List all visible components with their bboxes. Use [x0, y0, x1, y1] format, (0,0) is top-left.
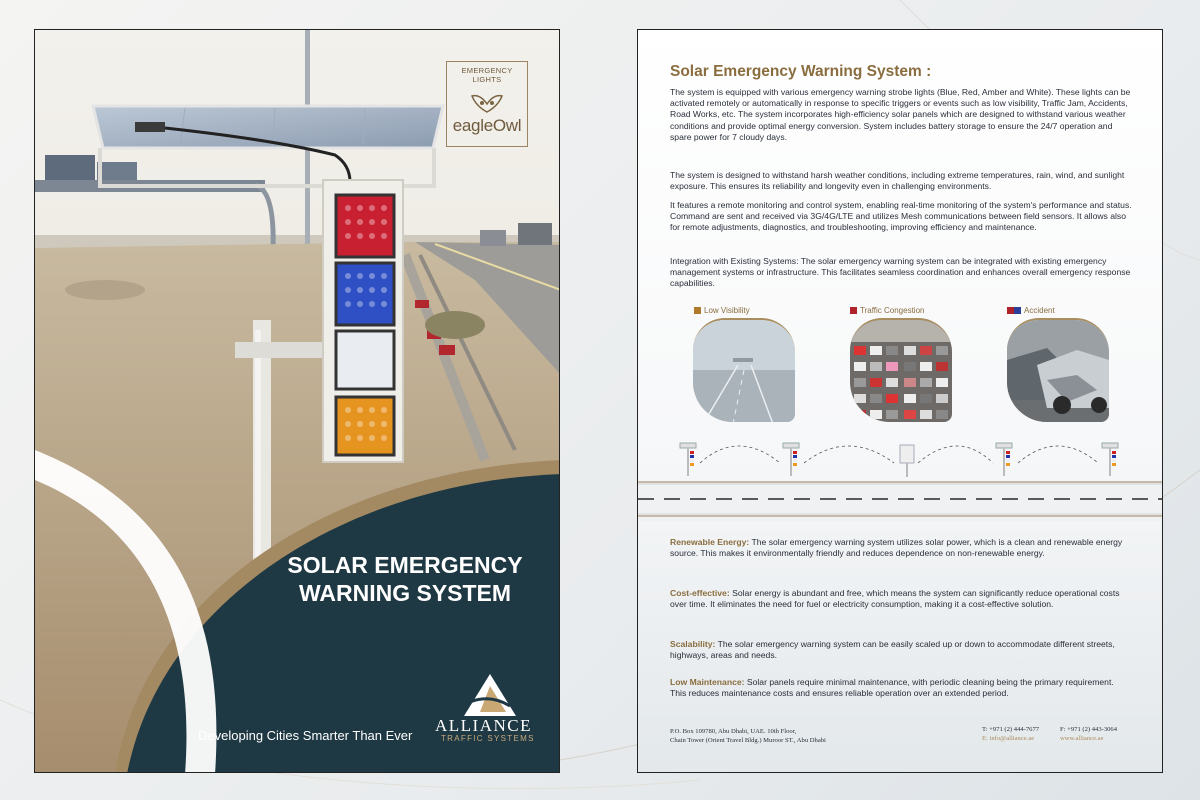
brand-tag: EMERGENCY LIGHTS [461, 66, 513, 84]
feature-heading: Cost-effective: [670, 588, 730, 598]
feature-heading: Scalability: [670, 639, 716, 649]
address-line2: Chain Tower (Orient Travel Bldg.) Muroor ST., Abu Dhabi [670, 736, 826, 744]
scenario-label-text: Accident [1024, 306, 1055, 315]
feature-text: The solar emergency warning system can be easily scaled up or down to accommodate different streets, highways, areas and needs. [670, 639, 1115, 661]
cover-title-line2: WARNING SYSTEM [298, 580, 512, 606]
contact-website[interactable]: www.alliance.ae [1060, 734, 1104, 742]
feature-heading: Renewable Energy: [670, 537, 750, 547]
scenario-label-traffic-congestion [850, 306, 924, 315]
eagleowl-logo [446, 61, 528, 147]
scenario-label-low-visibility [694, 306, 750, 315]
feature-text: The solar emergency warning system utilizes solar power, which is a clean and renewable energy source. This makes it environmentally friendly and reduces dependence on non-renewable energy. [670, 537, 1123, 559]
mesh-link-arcs [700, 446, 1098, 463]
warning-unit-icon [783, 443, 799, 476]
warning-unit-icon [1102, 443, 1118, 476]
sensor-icon [900, 445, 914, 477]
contact-fax-web [1060, 726, 1117, 744]
monitoring-paragraph: It features a remote monitoring and control system, enabling real-time monitoring of the system's performance and status. Command are sent and received via 3G/4G/LTE and utilizes Mesh communications between field sensors. It allows also for remote adjustments, diagnostics, and troubleshooting, improving efficiency and maintenance. [670, 200, 1132, 233]
durability-paragraph: The system is designed to withstand harsh weather conditions, including extreme temperatures, rain, wind, and sunlight exposure. This ensures its reliability and longevity even in challenging environments. [670, 170, 1125, 192]
scenario-label-accident [1007, 306, 1055, 315]
scenario-marker [694, 307, 701, 314]
feature-text: Solar energy is abundant and free, which means the system can significantly reduce operational costs over time. It eliminates the need for fuel or electricity consumption, making it a cost-effective solution. [670, 588, 1120, 610]
alliance-logo-icon [460, 672, 520, 718]
cover-title-line1: SOLAR EMERGENCY [287, 552, 523, 578]
feature-cost-effective [670, 588, 1132, 611]
warning-unit-icon [680, 443, 696, 476]
integration-paragraph: Integration with Existing Systems: The solar emergency warning system can be integrated with existing emergency management systems or infrastructure. This facilitates seamless coordination and enhances overall emergency response capabilities. [670, 256, 1131, 289]
owl-icon [470, 92, 504, 114]
feature-scalability [670, 639, 1132, 662]
cover-title [265, 551, 545, 607]
scenario-label-text: Traffic Congestion [860, 306, 925, 315]
brand-name: eagleOwl [452, 116, 522, 135]
intro-paragraph: The system is equipped with various emergency warning strobe lights (Blue, Red, Amber and White). These lights can be activated remotely or automatically in response to specific triggers or events such as low visibility, Traffic Jam, Accidents, Road Works, etc. The system incorporates high-efficiency solar panels which are designed to withstand various weather conditions and provide optimal energy conversion. System includes battery storage to ensure the 24/7 operation and spare power for 7 cloudy days. [670, 87, 1131, 142]
scenario-marker [1014, 307, 1021, 314]
info-title: Solar Emergency Warning System : [670, 63, 932, 80]
contact-phone[interactable]: T: +971 (2) 444-7677 [982, 726, 1040, 733]
cover-tagline: Developing Cities Smarter Than Ever [198, 728, 413, 743]
feature-heading: Low Maintenance: [670, 677, 745, 687]
company-subtitle: TRAFFIC SYSTEMS [441, 734, 535, 743]
warning-unit-icon [996, 443, 1012, 476]
address-line1: P.O. Box 109780, Abu Dhabi, UAE. 10th Floor, [670, 728, 797, 735]
contact-fax: F: +971 (2) 443-3064 [1060, 726, 1118, 733]
scenario-label-text: Low Visibility [704, 306, 750, 315]
company-name: ALLIANCE [435, 716, 532, 735]
contact-phone-email [982, 726, 1039, 744]
feature-low-maintenance [670, 677, 1132, 700]
scenario-marker [1007, 307, 1014, 314]
scenario-marker [850, 307, 857, 314]
info-page [637, 29, 1163, 773]
accident-image [1007, 318, 1109, 422]
feature-renewable-energy [670, 537, 1132, 560]
contact-address [670, 728, 826, 746]
low-visibility-image [693, 318, 795, 422]
traffic-congestion-image [850, 318, 952, 422]
contact-email[interactable]: E: info@alliance.ae [982, 734, 1035, 742]
cover-page [34, 29, 560, 773]
road-deployment-diagram [638, 435, 1163, 525]
feature-text: Solar panels require minimal maintenance, with periodic cleaning being the primary requirement. This reduces maintenance costs and ensures reliable operation over an extended period. [670, 677, 1114, 699]
